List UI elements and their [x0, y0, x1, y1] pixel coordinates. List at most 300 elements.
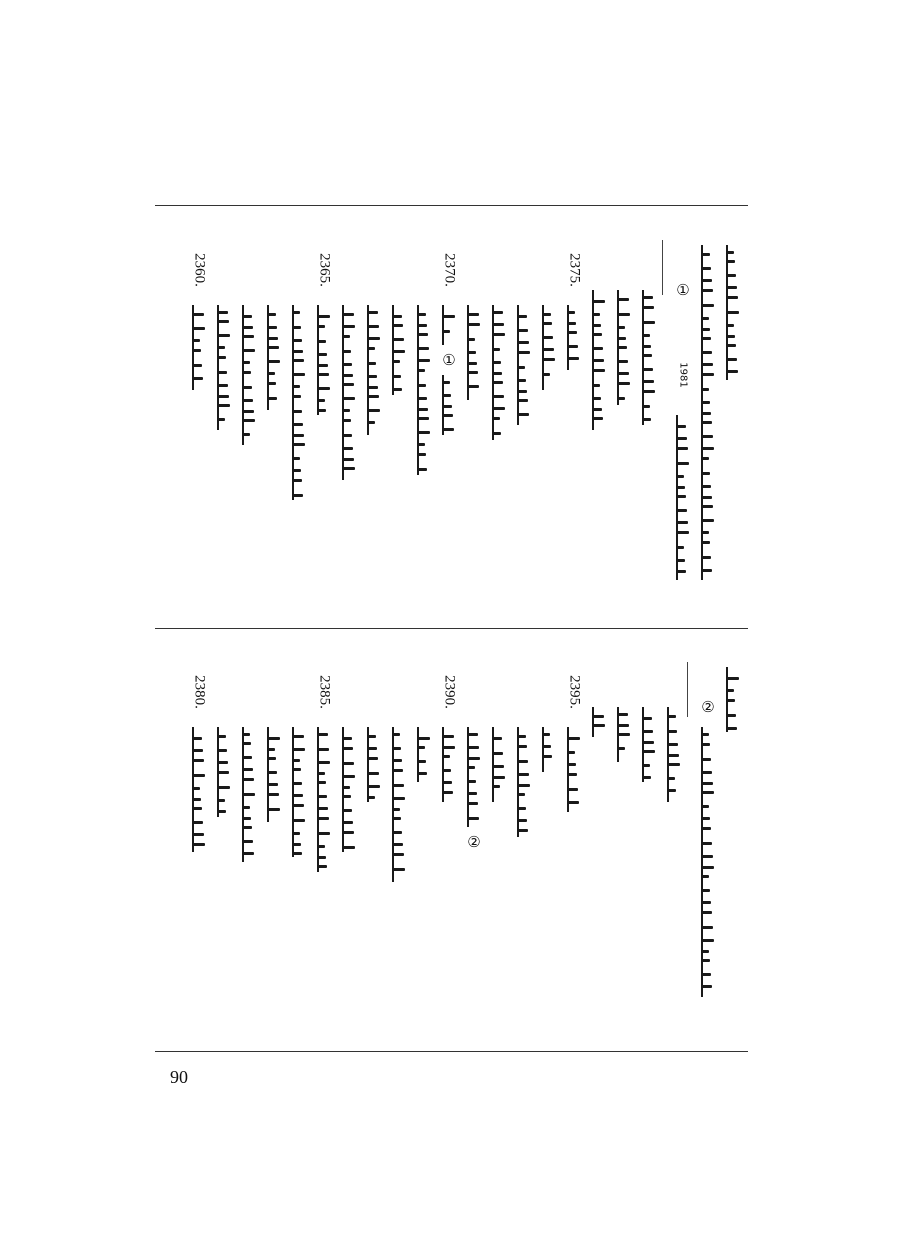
mongolian-text-line [417, 727, 433, 782]
script-glyph-mark [642, 750, 655, 753]
script-glyph-mark [701, 541, 710, 544]
script-glyph-mark [242, 371, 251, 374]
script-glyph-mark [317, 409, 326, 412]
script-glyph-mark [267, 737, 280, 740]
script-glyph-mark [701, 505, 713, 508]
script-glyph-mark [217, 771, 229, 774]
script-glyph-mark [642, 345, 651, 348]
script-glyph-mark [542, 373, 550, 376]
script-glyph-mark [517, 760, 528, 763]
script-glyph-mark [342, 458, 354, 461]
script-glyph-mark [317, 865, 327, 868]
mongolian-text-line [592, 707, 608, 737]
script-glyph-mark [542, 336, 553, 339]
script-glyph-mark [676, 495, 686, 498]
script-glyph-mark [467, 766, 475, 769]
script-glyph-mark [542, 313, 551, 316]
script-glyph-mark [242, 386, 252, 389]
script-glyph-mark [192, 807, 202, 810]
script-glyph-mark [292, 479, 302, 482]
script-glyph-mark [317, 807, 328, 810]
script-glyph-mark [192, 759, 204, 762]
footnote-separator [662, 240, 663, 295]
script-glyph-mark [317, 733, 328, 736]
script-glyph-mark [417, 324, 427, 327]
script-glyph-mark [592, 715, 604, 718]
mongolian-text-line [317, 727, 333, 872]
script-glyph-mark [292, 423, 303, 426]
script-glyph-mark [467, 757, 480, 760]
script-glyph-mark [342, 775, 355, 778]
script-glyph-mark [367, 311, 378, 314]
mongolian-text-line [567, 727, 583, 812]
script-glyph-mark [467, 351, 476, 354]
script-glyph-mark [217, 799, 225, 802]
script-glyph-mark [676, 531, 689, 534]
script-glyph-mark [617, 372, 629, 375]
script-glyph-mark [192, 339, 200, 342]
script-glyph-mark [467, 313, 479, 316]
script-glyph-mark [342, 831, 354, 834]
script-glyph-mark [726, 311, 739, 314]
script-glyph-mark [617, 733, 630, 736]
footnote-marker: ① [442, 351, 456, 369]
mongolian-text-line [642, 290, 658, 425]
script-glyph-mark [701, 782, 713, 785]
mongolian-text-line [417, 305, 433, 475]
script-glyph-mark [442, 769, 451, 772]
script-glyph-mark [367, 375, 377, 378]
script-glyph-mark [642, 717, 652, 720]
script-glyph-mark [392, 853, 404, 856]
script-glyph-mark [492, 372, 502, 375]
script-glyph-mark [701, 351, 712, 354]
script-glyph-mark [542, 358, 555, 361]
script-glyph-mark [367, 362, 376, 365]
script-glyph-mark [367, 785, 380, 788]
mongolian-text-line [667, 707, 683, 802]
script-glyph-mark [317, 817, 329, 820]
script-glyph-mark [517, 745, 527, 748]
script-glyph-mark [317, 761, 330, 764]
script-glyph-mark [417, 453, 426, 456]
script-glyph-mark [467, 802, 478, 805]
script-glyph-mark [267, 748, 275, 751]
script-glyph-mark [267, 372, 275, 375]
script-glyph-mark [701, 485, 711, 488]
script-glyph-mark [392, 831, 402, 834]
script-glyph-mark [442, 414, 453, 417]
script-glyph-mark [192, 377, 203, 380]
mongolian-text-line [517, 305, 533, 425]
mongolian-text-line [342, 305, 358, 480]
script-glyph-mark [192, 313, 204, 316]
script-glyph-mark [701, 985, 712, 988]
mongolian-text-line [567, 305, 583, 370]
script-glyph-mark [617, 724, 629, 727]
mongolian-text-line [726, 245, 742, 380]
mongolian-text-line [367, 727, 383, 802]
script-glyph-mark [467, 362, 477, 365]
script-glyph-mark [592, 397, 601, 400]
script-glyph-mark [417, 397, 427, 400]
script-glyph-mark [217, 384, 228, 387]
footnote-marker: ② [467, 833, 481, 851]
script-glyph-mark [342, 737, 352, 740]
script-glyph-mark [442, 394, 451, 397]
script-glyph-mark [192, 774, 205, 777]
script-glyph-mark [217, 749, 227, 752]
mongolian-text-line [442, 305, 458, 345]
script-glyph-mark [667, 715, 676, 718]
line-number: 2375. [566, 253, 583, 287]
script-glyph-mark [292, 469, 301, 472]
mongolian-text-line [617, 290, 633, 405]
script-glyph-mark [317, 340, 326, 343]
script-glyph-mark [367, 347, 375, 350]
script-glyph-mark [242, 315, 252, 318]
script-glyph-mark [342, 374, 353, 377]
script-glyph-mark [292, 804, 304, 807]
mongolian-text-line [492, 305, 508, 440]
script-glyph-mark [217, 735, 226, 738]
script-glyph-mark [467, 780, 476, 783]
script-glyph-mark [701, 289, 713, 292]
mongolian-text-line [442, 375, 458, 435]
script-glyph-mark [517, 784, 530, 787]
script-glyph-mark [342, 447, 353, 450]
script-glyph-mark [317, 856, 326, 859]
script-glyph-mark [392, 338, 404, 341]
script-glyph-mark [701, 373, 714, 376]
script-glyph-mark [292, 843, 301, 846]
script-glyph-mark [701, 889, 710, 892]
mongolian-text-line [517, 727, 533, 837]
script-glyph-mark [242, 840, 253, 843]
script-glyph-mark [567, 331, 577, 334]
script-glyph-mark [701, 733, 709, 736]
script-glyph-mark [217, 761, 228, 764]
script-glyph-mark [217, 320, 229, 323]
script-glyph-mark [442, 746, 455, 749]
script-glyph-mark [517, 379, 526, 382]
script-glyph-mark [217, 418, 225, 421]
script-glyph-mark [701, 401, 710, 404]
mongolian-text-line [292, 305, 308, 500]
script-glyph-mark [517, 735, 526, 738]
script-glyph-mark [701, 791, 714, 794]
script-glyph-mark [392, 747, 401, 750]
script-glyph-mark [701, 926, 713, 929]
script-glyph-mark [417, 359, 430, 362]
script-glyph-mark [726, 335, 735, 338]
script-glyph-mark [292, 350, 303, 353]
script-glyph-mark [417, 737, 430, 740]
mongolian-text-line [342, 727, 358, 852]
script-glyph-mark [317, 832, 330, 835]
script-glyph-mark [701, 875, 709, 878]
script-glyph-mark [392, 350, 405, 353]
script-glyph-mark [342, 762, 354, 765]
script-glyph-mark [242, 419, 255, 422]
mongolian-text-line [542, 727, 558, 772]
script-glyph-mark [676, 447, 688, 450]
script-glyph-mark [617, 346, 627, 349]
script-glyph-mark [417, 369, 425, 372]
script-glyph-mark [267, 337, 278, 340]
script-glyph-mark [667, 754, 679, 757]
script-glyph-mark [676, 521, 688, 524]
script-glyph-mark [267, 382, 276, 385]
script-glyph-mark [492, 765, 504, 768]
script-glyph-mark [267, 757, 276, 760]
script-glyph-mark [442, 315, 455, 318]
script-glyph-mark [292, 373, 305, 376]
script-glyph-mark [417, 468, 427, 471]
script-glyph-mark [342, 795, 351, 798]
script-glyph-mark [367, 757, 378, 760]
script-glyph-mark [417, 333, 428, 336]
mongolian-text-line [676, 415, 692, 580]
mongolian-text-line [292, 727, 308, 857]
mongolian-text-line [442, 727, 458, 802]
script-glyph-mark [467, 817, 479, 820]
script-glyph-mark [342, 335, 350, 338]
script-glyph-mark [542, 745, 551, 748]
script-glyph-mark [192, 833, 204, 836]
script-glyph-mark [192, 327, 205, 330]
script-glyph-mark [726, 344, 736, 347]
footnote-marker: ① [676, 281, 690, 299]
script-glyph-mark [417, 772, 427, 775]
script-glyph-mark [442, 330, 450, 333]
script-glyph-mark [676, 509, 687, 512]
mongolian-text-line [217, 305, 233, 430]
script-glyph-mark [492, 776, 505, 779]
script-glyph-mark [617, 298, 629, 301]
script-glyph-mark [217, 311, 228, 314]
script-glyph-mark [617, 397, 625, 400]
script-glyph-mark [292, 759, 300, 762]
script-glyph-mark [567, 322, 576, 325]
script-glyph-mark [342, 821, 353, 824]
mongolian-text-line [617, 707, 633, 762]
script-glyph-mark [592, 384, 600, 387]
script-glyph-mark [592, 369, 605, 372]
script-glyph-mark [417, 431, 430, 434]
script-glyph-mark [701, 743, 710, 746]
script-glyph-mark [701, 950, 709, 953]
script-glyph-mark [392, 360, 400, 363]
script-glyph-mark [442, 781, 452, 784]
script-glyph-mark [392, 817, 401, 820]
upper-text-block [160, 240, 740, 620]
script-glyph-mark [367, 796, 375, 799]
script-glyph-mark [267, 793, 279, 796]
script-glyph-mark [392, 797, 405, 800]
script-glyph-mark [292, 457, 300, 460]
script-glyph-mark [701, 569, 712, 572]
mongolian-text-line [392, 727, 408, 882]
script-glyph-mark [517, 390, 527, 393]
rule-middle [155, 628, 748, 629]
script-glyph-mark [517, 399, 528, 402]
script-glyph-mark [701, 412, 711, 415]
script-glyph-mark [292, 395, 301, 398]
script-glyph-mark [517, 329, 528, 332]
line-number: 2360. [191, 253, 208, 287]
script-glyph-mark [442, 428, 454, 431]
script-glyph-mark [592, 324, 601, 327]
script-glyph-mark [492, 348, 500, 351]
script-glyph-mark [342, 325, 355, 328]
script-glyph-mark [642, 741, 654, 744]
script-glyph-mark [676, 570, 686, 573]
script-glyph-mark [267, 326, 277, 329]
script-glyph-mark [292, 782, 302, 785]
lower-text-block [160, 662, 740, 1042]
script-glyph-mark [642, 354, 652, 357]
script-glyph-mark [242, 433, 250, 436]
script-glyph-mark [317, 364, 328, 367]
script-glyph-mark [617, 382, 630, 385]
script-glyph-mark [642, 776, 651, 779]
script-glyph-mark [392, 759, 402, 762]
script-glyph-mark [292, 410, 302, 413]
mongolian-text-line [192, 305, 208, 390]
script-glyph-mark [292, 339, 302, 342]
script-glyph-mark [517, 807, 526, 810]
mongolian-text-line [642, 707, 658, 782]
script-glyph-mark [567, 345, 578, 348]
script-glyph-mark [342, 747, 353, 750]
script-glyph-mark [392, 808, 400, 811]
script-glyph-mark [442, 405, 452, 408]
script-glyph-mark [292, 794, 303, 797]
script-glyph-mark [667, 743, 678, 746]
script-glyph-mark [292, 359, 304, 362]
script-glyph-mark [317, 748, 329, 751]
script-glyph-mark [342, 434, 352, 437]
mongolian-text-line [267, 305, 283, 410]
script-glyph-mark [617, 313, 630, 316]
script-glyph-mark [701, 363, 713, 366]
mongolian-text-line [467, 727, 483, 827]
script-glyph-mark [701, 435, 713, 438]
line-number: 2370. [441, 253, 458, 287]
script-glyph-mark [242, 361, 250, 364]
script-glyph-mark [701, 901, 711, 904]
script-glyph-mark [701, 758, 711, 761]
mongolian-text-line [367, 305, 383, 435]
script-glyph-mark [701, 911, 712, 914]
script-glyph-mark [267, 346, 279, 349]
script-glyph-mark [676, 546, 684, 549]
script-glyph-mark [242, 768, 253, 771]
script-glyph-mark [542, 348, 554, 351]
script-glyph-mark [492, 417, 500, 420]
script-glyph-mark [726, 358, 737, 361]
script-glyph-mark [517, 351, 530, 354]
script-glyph-mark [542, 733, 550, 736]
script-glyph-mark [492, 752, 503, 755]
script-glyph-mark [642, 405, 650, 408]
script-glyph-mark [726, 274, 736, 277]
script-glyph-mark [217, 786, 230, 789]
script-glyph-mark [317, 325, 325, 328]
script-glyph-mark [726, 689, 734, 692]
script-glyph-mark [726, 699, 735, 702]
script-glyph-mark [442, 381, 450, 384]
script-glyph-mark [467, 385, 479, 388]
script-glyph-mark [317, 781, 326, 784]
script-glyph-mark [667, 777, 675, 780]
script-glyph-mark [726, 251, 734, 254]
script-glyph-mark [242, 793, 255, 796]
mongolian-text-line [242, 305, 258, 445]
script-glyph-mark [701, 556, 711, 559]
script-glyph-mark [701, 496, 712, 499]
script-glyph-mark [367, 735, 376, 738]
script-glyph-mark [592, 417, 603, 420]
line-number: 2365. [316, 253, 333, 287]
script-glyph-mark [217, 404, 230, 407]
script-glyph-mark [417, 347, 429, 350]
script-glyph-mark [701, 939, 714, 942]
script-glyph-mark [667, 730, 677, 733]
line-number: 2395. [566, 675, 583, 709]
script-glyph-mark [676, 437, 687, 440]
script-glyph-mark [417, 746, 425, 749]
script-glyph-mark [292, 768, 301, 771]
script-glyph-mark [242, 399, 253, 402]
script-glyph-mark [317, 399, 325, 402]
script-glyph-mark [467, 371, 478, 374]
script-glyph-mark [242, 742, 251, 745]
script-glyph-mark [467, 733, 478, 736]
script-glyph-mark [192, 821, 203, 824]
script-glyph-mark [242, 349, 255, 352]
script-glyph-mark [701, 337, 711, 340]
script-glyph-mark [726, 260, 735, 263]
script-glyph-mark [367, 772, 379, 775]
script-glyph-mark [592, 359, 604, 362]
script-glyph-mark [217, 356, 226, 359]
script-glyph-mark [467, 792, 477, 795]
script-glyph-mark [317, 845, 325, 848]
script-glyph-mark [701, 519, 714, 522]
script-glyph-mark [417, 408, 428, 411]
script-glyph-mark [701, 817, 710, 820]
script-glyph-mark [492, 323, 504, 326]
script-glyph-mark [701, 421, 712, 424]
mongolian-text-line [467, 305, 483, 400]
script-glyph-mark [392, 843, 403, 846]
script-glyph-mark [242, 410, 254, 413]
script-glyph-mark [617, 747, 625, 750]
script-glyph-mark [517, 819, 527, 822]
script-glyph-mark [701, 447, 714, 450]
script-glyph-mark [567, 751, 575, 754]
script-glyph-mark [567, 788, 578, 791]
script-glyph-mark [367, 395, 379, 398]
script-glyph-mark [342, 350, 351, 353]
script-glyph-mark [701, 279, 712, 282]
script-glyph-mark [667, 763, 680, 766]
script-glyph-mark [392, 733, 400, 736]
script-glyph-mark [567, 763, 576, 766]
script-glyph-mark [642, 764, 650, 767]
